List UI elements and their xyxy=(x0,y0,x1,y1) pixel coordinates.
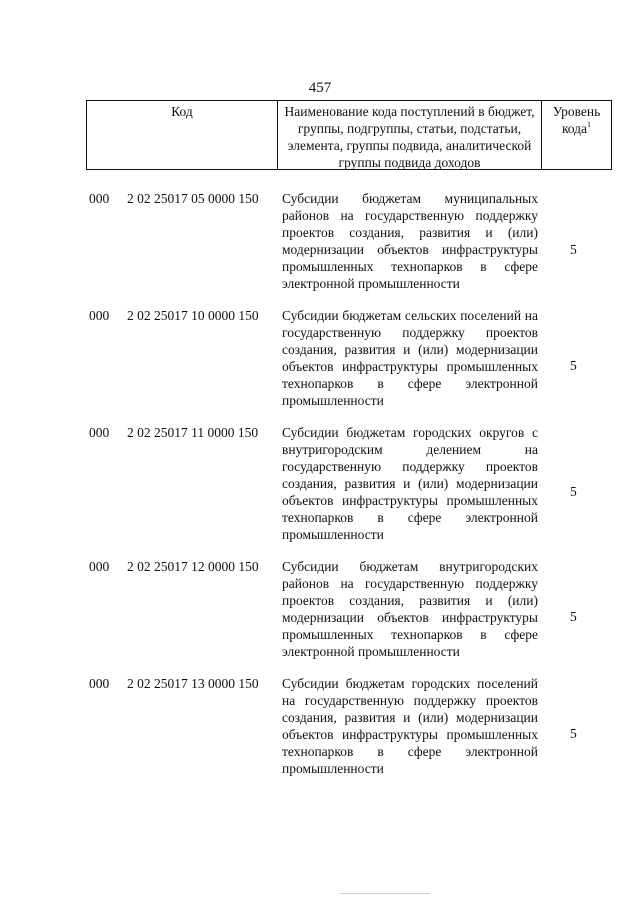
row-name: Субсидии бюджетам муниципальных районов на государственную поддержку проектов создания, развития и (или) модернизации объектов инфраструктуры промышленных технопарков в сфере электронной промышленности xyxy=(282,191,538,291)
header-level xyxy=(542,101,611,169)
row-name: Субсидии бюджетам городских округов с внутригородским делением на государственную поддержку проектов создания, развития и (или) модернизации объектов инфраструктуры промышленных технопарков в сфере электронной промышленности xyxy=(282,425,538,542)
row-prefix: 000 xyxy=(89,191,110,206)
row-code: 2 02 25017 11 0000 150 xyxy=(127,425,259,440)
page-number: 457 xyxy=(308,80,332,96)
header-level-footnote: 1 xyxy=(587,120,592,129)
row-name: Субсидии бюджетам городских поселений на государственную поддержку проектов создания, развития и (или) модернизации объектов инфраструктуры промышленных технопарков в сфере электронной промышленности xyxy=(282,676,538,776)
row-prefix: 000 xyxy=(89,425,110,440)
row-level: 5 xyxy=(570,609,577,624)
scan-mark xyxy=(340,893,430,894)
row-prefix: 000 xyxy=(89,308,110,323)
row-name: Субсидии бюджетам сельских поселений на государственную поддержку проектов создания, развития и (или) модернизации объектов инфраструктуры промышленных технопарков в сфере электронной промышленности xyxy=(282,308,538,408)
row-level: 5 xyxy=(570,358,577,373)
header-level-label: Уровень кода xyxy=(552,104,601,136)
header-name: Наименование кода поступлений в бюджет, группы, подгруппы, статьи, подстатьи, элемента, группы подвида, аналитической группы подвида доходов xyxy=(278,101,542,169)
row-code: 2 02 25017 13 0000 150 xyxy=(127,676,259,691)
row-prefix: 000 xyxy=(89,559,110,574)
row-name: Субсидии бюджетам внутригородских районов на государственную поддержку проектов создания, развития и (или) модернизации объектов инфраструктуры промышленных технопарков в сфере электронной промышленности xyxy=(282,559,538,659)
row-code: 2 02 25017 05 0000 150 xyxy=(127,191,259,206)
header-code: Код xyxy=(87,101,278,169)
row-level: 5 xyxy=(570,484,577,499)
row-level: 5 xyxy=(570,726,577,741)
row-code: 2 02 25017 12 0000 150 xyxy=(127,559,259,574)
row-prefix: 000 xyxy=(89,676,110,691)
table-header xyxy=(86,100,612,170)
row-code: 2 02 25017 10 0000 150 xyxy=(127,308,259,323)
row-level: 5 xyxy=(570,242,577,257)
